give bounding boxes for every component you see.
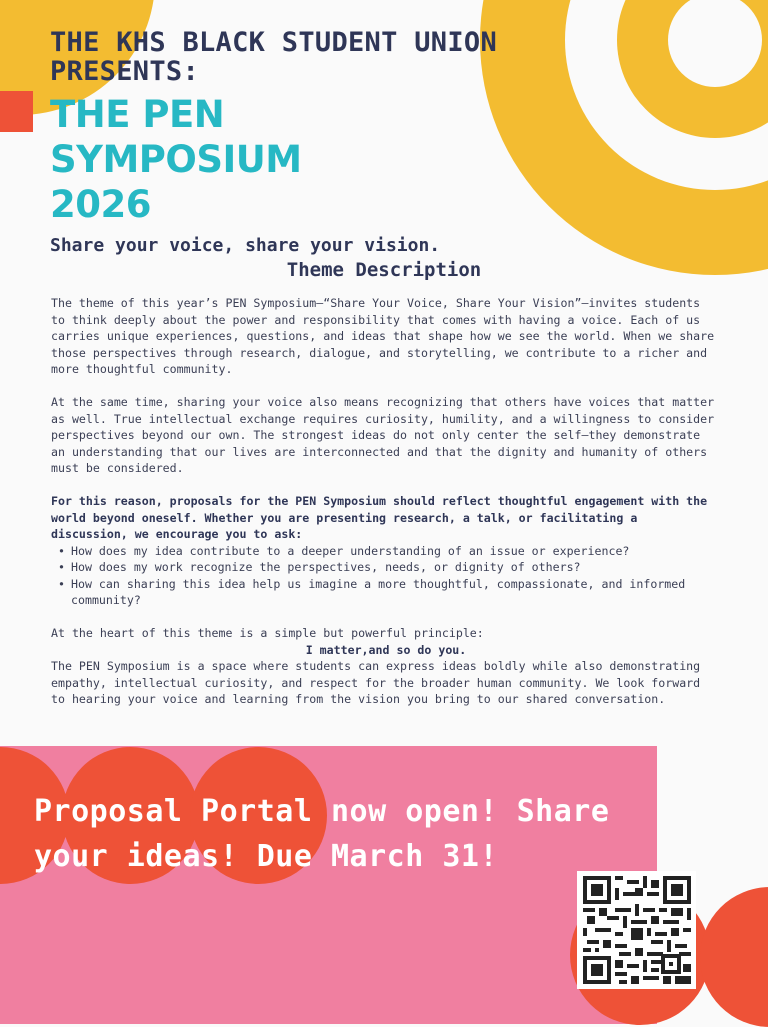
qr-code-icon: [583, 876, 691, 984]
proposal-intro: For this reason, proposals for the PEN Symposium should reflect thoughtful engagement with the world beyond oneself. Whether you are presenting research, a talk, or facilitating a discussion, we encourage you to ask:: [51, 494, 708, 541]
decorative-red-square: [0, 91, 33, 132]
event-title-line: SYMPOSIUM: [50, 138, 302, 181]
paragraph: At the same time, sharing your voice also means recognizing that others have voices that matter as well. True intellectual exchange requires curiosity, humility, and a willingness to consider perspectives beyond our own. The strongest ideas do not only center the self—they demonstrate an understanding that our lives are interconnected and that the dignity and humanity of others must be considered.: [51, 395, 715, 475]
paragraph: The theme of this year’s PEN Symposium—“Share Your Voice, Share Your Vision”—invites students to think deeply about the power and responsibility that comes with having a voice. Each of us carries unique experiences, questions, and ideas that shape how we see the world. When we share those perspectives through research, dialogue, and storytelling, we contribute to a richer and more thoughtful community.: [51, 296, 715, 376]
event-title-line: 2026: [50, 183, 151, 226]
event-title: [50, 92, 610, 227]
tagline: Share your voice, share your vision.: [50, 235, 441, 256]
list-item: • How does my work recognize the perspectives, needs, or dignity of others?: [71, 559, 721, 576]
principle-intro: At the heart of this theme is a simple but powerful principle:: [51, 626, 484, 640]
presenter-line: THE KHS BLACK STUDENT UNION PRESENTS:: [50, 27, 497, 87]
poster-header: [50, 28, 610, 257]
event-title-line: THE PEN: [50, 93, 225, 136]
theme-heading: Theme Description: [286, 259, 482, 281]
cta-text: Proposal Portal now open! Share your ideas! Due March 31!: [34, 794, 610, 874]
decorative-orange-circle: [700, 887, 768, 1027]
principle: I matter,and so do you.: [305, 642, 467, 657]
list-item: • How does my idea contribute to a deeper understanding of an issue or experience?: [71, 543, 721, 560]
closing-paragraph: The PEN Symposium is a space where students can express ideas boldly while also demonstrating empathy, intellectual curiosity, and respect for the broader human community. We look forward to hearing your voice and learning from the vision you bring to our shared conversation.: [51, 659, 701, 706]
question-list: [51, 543, 721, 609]
list-item: • How can sharing this idea help us imagine a more thoughtful, compassionate, and informed community?: [71, 576, 721, 609]
qr-code[interactable]: [577, 871, 696, 989]
cta-panel: [0, 746, 657, 1024]
theme-description: [51, 295, 721, 708]
